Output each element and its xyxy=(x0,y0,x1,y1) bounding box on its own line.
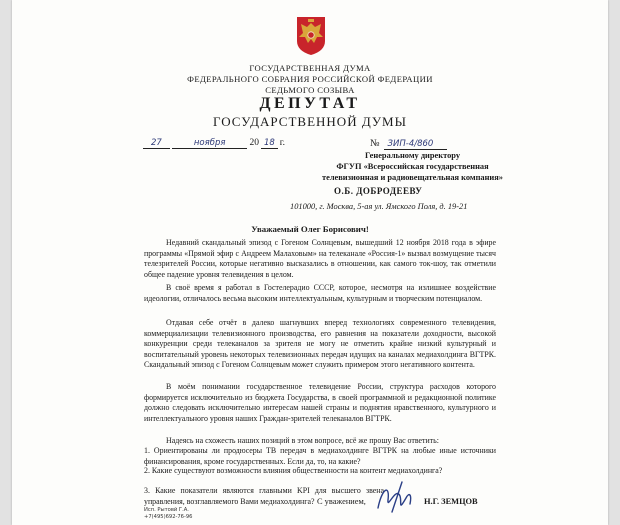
russian-coat-of-arms-icon xyxy=(293,15,329,56)
question-item: 2. Какие существуют возможности влияния общественности на контент медиахолдинга? xyxy=(144,466,443,475)
letterhead-subtitle: ГОСУДАРСТВЕННОЙ ДУМЫ xyxy=(213,114,407,129)
body-paragraph: Надеясь на схожесть наших позиций в этом вопросе, всё же прошу Вас ответить: xyxy=(166,436,439,445)
body-paragraph: В моём понимании государственное телевидение России, структура расходов которого формируется исключительно из бюджета Государства, в своей программной и редакционной политике должно следовать исключительно интересам нашей страны и поднятия нравственного, культурного и интеллектуального уровня наших Граждан-зрителей телеканалов ВГТРК. xyxy=(144,382,496,423)
date-year-prefix: 20 xyxy=(249,138,259,148)
addressee-line: Генеральному директору xyxy=(364,151,461,160)
letterhead xyxy=(0,63,620,96)
question-item: 1. Ориентированы ли продюсеры ТВ передач в медиахолдинге ВГТРК на любые иные источники финансирования, кроме государственных. Если да, то, на какие? xyxy=(144,446,496,466)
question-item: 3. Какие показатели являются главными KPI для высшего звена управления, возглавляемого Вами медиахолдинга? xyxy=(144,486,384,506)
letterhead-line: ФЕДЕРАЛЬНОГО СОБРАНИЯ РОССИЙСКОЙ ФЕДЕРАЦИИ xyxy=(187,74,433,84)
body-paragraph: Недавний скандальный эпизод с Гогеном Солнцевым, вышедший 12 ноября 2018 года в эфире программы «Прямой эфир с Андреем Малаховым» на телеканале «Россия-1» вызвал возмущение тысяч телезрителей России, которые негативно высказались в отношении, как самого ток-шоу, так отметили общее падение уровня телевидения в целом. xyxy=(144,238,496,279)
number-prefix: № xyxy=(370,138,380,149)
body-paragraph: Отдавая себе отчёт в далеко шагнувших вперед технологиях современного телевидения, коммерциализации телевизионного производства, его равнения на показатели доходности, высокой конкуренции среди телеканалов за зрителя не могу не отметить крайне низкий культурный и воспитательный уровень некоторых телевизионных передач идущих на каналах медиахолдинга ВГТРК. Скандальный эпизод с Гогеном Солнцевым может служить примером этого негативного контента. xyxy=(144,318,496,370)
signature-icon xyxy=(372,478,418,518)
greeting: Уважаемый Олег Борисович! xyxy=(251,224,369,234)
closing: С уважением, xyxy=(317,497,366,506)
addressee-block xyxy=(300,150,525,183)
date-day: 27 xyxy=(143,138,170,149)
letterhead-line: ГОСУДАРСТВЕННАЯ ДУМА xyxy=(249,63,371,73)
date-month: ноября xyxy=(172,138,248,149)
letter-number xyxy=(370,138,447,150)
executor-info xyxy=(144,507,192,520)
number-value: ЗИП-4/860 xyxy=(384,139,448,150)
body-paragraph: В своё время я работал в Гостелерадио СССР, которое, несмотря на излишнее воздействие идеологии, отличалось весьма высоким интеллектуальным, культурным и творческим потенциалом. xyxy=(144,283,496,303)
addressee-line: ФГУП «Всероссийская государственная xyxy=(336,162,489,171)
addressee-address: 101000, г. Москва, 5-ая ул. Ямского Поля, д. 19-21 xyxy=(290,202,468,211)
addressee-line: телевизионная и радиовещательная компания» xyxy=(322,173,503,182)
signer-name: Н.Г. ЗЕМЦОВ xyxy=(424,497,478,506)
addressee-name: О.Б. ДОБРОДЕЕВУ xyxy=(334,186,423,196)
executor-phone: +7(495)692-76-96 xyxy=(144,513,193,520)
letterhead-line: СЕДЬМОГО СОЗЫВА xyxy=(265,85,355,95)
date-year-suffix: 18 xyxy=(261,138,278,149)
letterhead-title: ДЕПУТАТ xyxy=(259,95,361,112)
letter-date xyxy=(143,138,285,149)
date-suffix: г. xyxy=(279,138,285,148)
executor-name: Исп. Рытовй Г.А. xyxy=(144,507,189,513)
